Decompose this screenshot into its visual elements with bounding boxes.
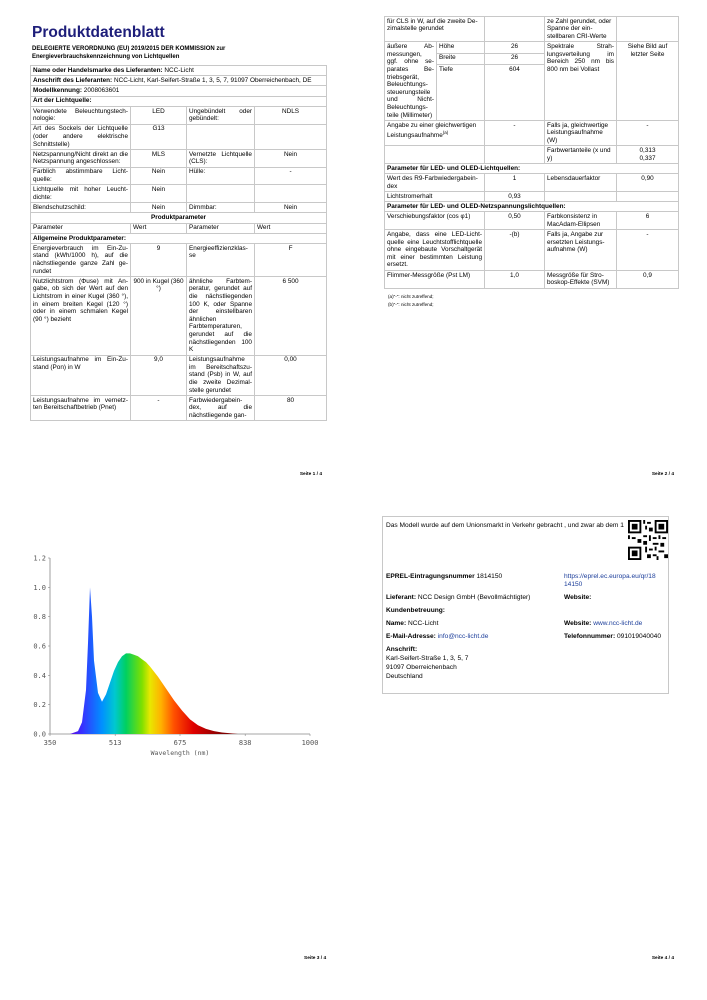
address-line-3: Deutschland	[386, 673, 423, 680]
param-cell: Farblich abstimmbare Lichtquelle:	[31, 167, 131, 185]
value-cell: 9,0	[131, 355, 187, 396]
param-cell: Blendschutzschild:	[31, 203, 131, 213]
param-cell: Energieeffizienzklasse	[187, 244, 255, 277]
section-heading: Parameter für LED- und OLED-Netzspannungslichtquellen:	[385, 202, 679, 212]
table-row	[31, 203, 327, 213]
value-cell: Nein	[255, 203, 327, 213]
table-row: für CLS in W, auf die zweite Dezimalstelle gerundet ze Zahl gerundet, oder Spanne der einstellbaren CRI-Werte	[385, 17, 679, 42]
table-row	[31, 244, 327, 277]
table-row	[31, 106, 327, 124]
table-row	[31, 149, 327, 167]
address-line-2: 91097 Oberreichenbach	[386, 664, 457, 671]
value-cell	[255, 124, 327, 149]
page-1	[28, 16, 328, 486]
qr-code-icon	[628, 520, 668, 560]
footnote-a: (a)"-": nicht zutreffend;	[388, 293, 434, 299]
table-row: Wert des R9-Farbwiedergabeindex 1 Lebensdauerfaktor 0,90	[385, 174, 679, 192]
product-params-heading: Produktparameter	[31, 213, 327, 223]
table-row	[31, 355, 327, 396]
param-cell	[187, 124, 255, 149]
website-label: Website:	[564, 594, 592, 601]
spectrum-area	[50, 587, 238, 734]
eprel-label: EPREL-Eintragungsnummer 1814150	[386, 573, 503, 580]
value-cell	[255, 185, 327, 203]
table-row: Farbwertanteile (x und y) 0,313 0,337	[385, 146, 679, 164]
table-row: Angabe zu einer gleichwertigen Leistungsaufnahme$^{(a)}$ - Falls ja, gleichwertige Leistungsaufnahme (W) -	[385, 120, 679, 145]
dimensions-label: äußere Abmessungen, ggf. ohne separates Betriebsgerät, Beleuchtungssteuerungsteile und Nicht-Beleuchtungsteile (Millimeter)	[385, 42, 437, 121]
param-cell: ähnliche Farbtemperatur, gerundet auf die nächstliegenden 100 K, oder Spanne der einstellbaren ähnlichen Farbtemperaturen, gerundet auf die nächstliegenden 100 K	[187, 276, 255, 355]
value-cell: MLS	[131, 149, 187, 167]
page-number: Seite 3 / 4	[304, 956, 327, 961]
table-row: Tiefe 604	[385, 64, 679, 120]
eprel-link[interactable]: https://eprel.ec.europa.eu/qr/18 14150	[564, 573, 656, 588]
value-cell: NDLS	[255, 106, 327, 124]
x-tick-label: 350	[43, 739, 57, 747]
datasheet-table-continued	[384, 16, 679, 289]
col-header-param: Parameter	[31, 223, 131, 233]
y-tick-label: 0.2	[33, 701, 46, 710]
phone-line: Telefonnummer: 091019040040	[564, 633, 662, 640]
value-cell: LED	[131, 106, 187, 124]
table-row	[31, 396, 327, 421]
param-cell: Leistungsaufnahme im Bereitschaftszustand (Psb) in W, auf die zweite Dezimalstelle gerundet	[187, 355, 255, 396]
page-number: Seite 4 / 4	[651, 956, 674, 961]
table-row: Lichtstromerhalt 0,93	[385, 192, 679, 202]
website-link[interactable]: www.ncc-licht.de	[593, 620, 643, 627]
param-cell: Dimmbar:	[187, 203, 255, 213]
supplier-line: Lieferant: NCC Design GmbH (Bevollmächtigter)	[386, 594, 531, 601]
param-cell: Ungebündelt oder gebündelt:	[187, 106, 255, 124]
datasheet-table	[30, 65, 327, 421]
y-tick-label: 0.4	[33, 671, 46, 680]
email-line: E-Mail-Adresse: info@ncc-licht.de	[386, 633, 489, 640]
page-2	[382, 16, 680, 486]
email-link[interactable]: info@ncc-licht.de	[437, 633, 489, 640]
value-cell: Nein	[131, 167, 187, 185]
x-tick-label: 1000	[301, 739, 319, 747]
market-text: Das Modell wurde auf dem Unionsmarkt in Verkehr gebracht , und zwar ab dem 1	[386, 522, 624, 529]
address-line-1: Karl-Seifert-Straße 1, 3, 5, 7	[386, 655, 469, 662]
col-header-value: Wert	[131, 223, 187, 233]
value-cell: 0,00	[255, 355, 327, 396]
value-cell: 900 in Kugel (360 °)	[131, 276, 187, 355]
general-params-heading: Allgemeine Produktparameter:	[31, 233, 327, 243]
name-line: Name: NCC-Licht	[386, 620, 439, 627]
param-cell: Vernetzte Lichtquelle (CLS):	[187, 149, 255, 167]
y-tick-label: 0.0	[33, 730, 46, 739]
value-cell: F	[255, 244, 327, 277]
spectral-value: Siehe Bild auf letzter Seite	[617, 42, 679, 121]
param-cell: Energieverbrauch im Ein-Zustand (kWh/1000 h), auf die nächstliegende ganze Zahl gerundet	[31, 244, 131, 277]
y-tick-label: 0.6	[33, 642, 46, 651]
page-3	[28, 516, 328, 966]
value-cell: Nein	[131, 185, 187, 203]
param-cell: Leistungsaufnahme im vernetzten Bereitschaftbetrieb (Pnet)	[31, 396, 131, 421]
value-cell: -	[255, 167, 327, 185]
customer-service-label: Kundenbetreuung:	[386, 607, 445, 614]
param-cell: Art des Sockels der Lichtquelle (oder andere elektrische Schnittstelle)	[31, 124, 131, 149]
address-row: Anschrift des Lieferanten: NCC-Licht, Karl-Seifert-Straße 1, 3, 5, 7, 91097 Oberreichenbach, DE	[31, 76, 327, 86]
value-cell: 6 500	[255, 276, 327, 355]
regulation-line: DELEGIERTE VERORDNUNG (EU) 2019/2015 DER KOMMISSION zur Energieverbrauchskennzeichnung von Lichtquellen	[32, 46, 226, 60]
table-row	[31, 276, 327, 355]
website-line: Website: www.ncc-licht.de	[564, 620, 643, 627]
x-tick-label: 675	[173, 739, 187, 747]
param-cell: Lichtquelle mit hoher Leuchtdichte:	[31, 185, 131, 203]
spectral-label: Spektrale Strahlungsverteilung im Bereich 250 nm bis 800 nm bei Vollast	[545, 42, 617, 121]
y-tick-label: 0.8	[33, 613, 46, 622]
y-tick-label: 1.2	[33, 554, 46, 563]
table-row	[31, 167, 327, 185]
param-cell: Nutzlichtstrom (Φuse) mit Angabe, ob sich der Wert auf den Lichtstrom in einer Kugel (360 °), in einem breiten Kegel (120 °) oder in einem schmalen Kegel (90 °) bezieht	[31, 276, 131, 355]
table-row	[31, 124, 327, 149]
param-cell: Farbwiedergabeindex, auf die nächstliegende gan-	[187, 396, 255, 421]
value-cell: -	[131, 396, 187, 421]
param-cell: Hülle:	[187, 167, 255, 185]
footnote-b: (b)"-": nicht zutreffend;	[388, 301, 434, 307]
page-4	[382, 516, 680, 966]
supplier-row: Name oder Handelsmarke des Lieferanten: NCC-Licht	[31, 66, 327, 76]
col-header-param: Parameter	[187, 223, 255, 233]
value-cell: 80	[255, 396, 327, 421]
x-tick-label: 513	[108, 739, 122, 747]
document-title: Produktdatenblatt	[32, 24, 165, 41]
value-cell: Nein	[255, 149, 327, 167]
table-row: Flimmer-Messgröße (Pst LM) 1,0 Messgröße für Stroboskop-Effekte (SVM) 0,9	[385, 270, 679, 288]
spectrum-chart	[28, 516, 328, 761]
param-cell	[187, 185, 255, 203]
model-row: Modellkennung: 2008063601	[31, 86, 327, 96]
param-cell: Leistungsaufnahme im Ein-Zustand (Pon) in W	[31, 355, 131, 396]
col-header-value: Wert	[255, 223, 327, 233]
table-row: Angabe, dass eine LED-Lichtquelle eine Leuchtstofflichtquelle ohne eingebaute Vorschaltgerät mit einer bestimmten Leistung ersetzt. -(b) Falls ja, Angabe zur ersetzten Leistungsaufnahme (W) -	[385, 230, 679, 271]
value-cell: G13	[131, 124, 187, 149]
type-heading: Art der Lichtquelle:	[31, 96, 327, 106]
x-tick-label: 838	[238, 739, 252, 747]
value-cell: 9	[131, 244, 187, 277]
page-number: Seite 2 / 4	[651, 472, 674, 477]
address-label: Anschrift:	[386, 646, 418, 653]
table-row: Verschiebungsfaktor (cos φ1) 0,50 Farbkonsistenz in MacAdam-Ellipsen 6	[385, 212, 679, 230]
value-cell: Nein	[131, 203, 187, 213]
table-row: äußere Abmessungen, ggf. ohne separates Betriebsgerät, Beleuchtungssteuerungsteile und Nicht-Beleuchtungsteile (Millimeter) Höhe 26 Spektrale Strahlungsverteilung im Bereich 250 nm bis 800 nm bei Vollast Siehe Bild auf letzter Seite	[385, 42, 679, 53]
table-row	[31, 185, 327, 203]
page-number: Seite 1 / 4	[299, 472, 322, 477]
section-heading: Parameter für LED- und OLED-Lichtquellen:	[385, 164, 679, 174]
table-row: Breite 26	[385, 53, 679, 64]
param-cell: Netzspannung/Nicht direkt an die Netzspannung angeschlossen:	[31, 149, 131, 167]
x-axis-label: Wavelength (nm)	[150, 749, 210, 757]
param-cell: Verwendete Beleuchtungstechnologie:	[31, 106, 131, 124]
y-tick-label: 1.0	[33, 583, 46, 592]
